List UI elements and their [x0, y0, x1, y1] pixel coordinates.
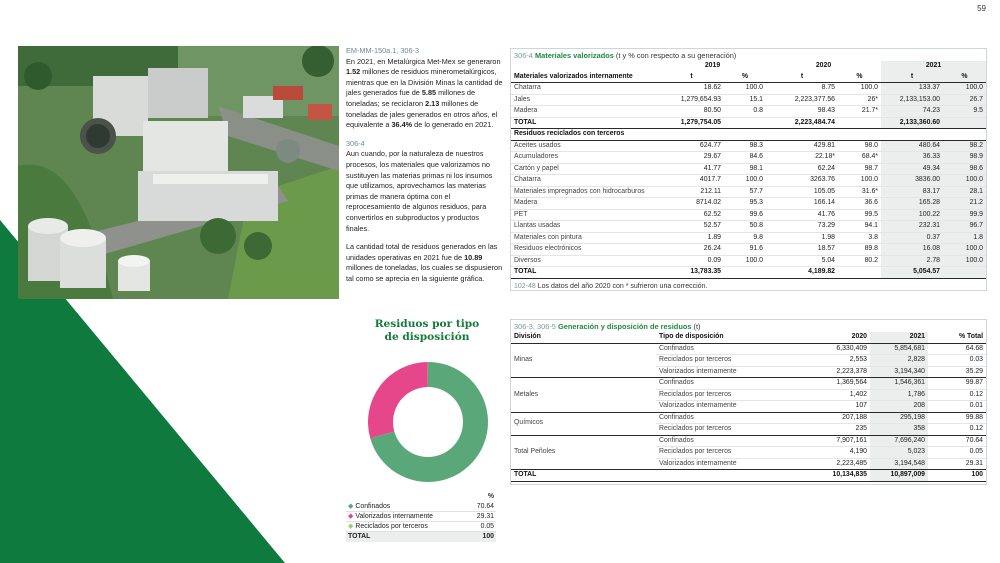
waste-generation-table: [510, 319, 987, 485]
cell: 100.0: [943, 83, 986, 95]
cell: 100.0: [943, 244, 986, 256]
intro-ref-1: EM-MM-150a.1, 306-3: [346, 46, 419, 55]
cell: 208: [870, 401, 928, 413]
cell: 96.7: [943, 221, 986, 233]
cell: 26.24: [659, 244, 724, 256]
cell: 0.05: [928, 447, 986, 459]
cell: 4,190: [808, 447, 870, 459]
cell: [943, 267, 986, 279]
cell: [724, 267, 766, 279]
cell: 0.12: [928, 424, 986, 436]
row-label: Madera: [511, 106, 659, 118]
table2-total-row: [511, 470, 986, 482]
cell: 89.8: [838, 244, 881, 256]
page-number: 59: [977, 4, 986, 13]
cell: 3263.76: [766, 175, 838, 187]
cell: 83.17: [881, 186, 943, 198]
cell: 99.5: [838, 209, 881, 221]
legend-item: [346, 502, 496, 512]
cell: 99.87: [928, 378, 986, 390]
legend-label: Reciclados por terceros: [355, 523, 428, 531]
cell: 57.7: [724, 186, 766, 198]
cell: 4,189.82: [766, 267, 838, 279]
cell: 2,828: [870, 355, 928, 367]
cell: 100.0: [943, 255, 986, 267]
cell: 2,223,485: [808, 458, 870, 470]
cell: 98.0: [838, 140, 881, 152]
cell: 10,134,835: [808, 470, 870, 482]
row-label: PET: [511, 209, 659, 221]
cell: 22.18*: [766, 152, 838, 164]
cell: 98.2: [943, 140, 986, 152]
cell: 358: [870, 424, 928, 436]
plant-aerial-photo: [18, 46, 339, 299]
table-row: [511, 152, 986, 164]
cell: 107: [808, 401, 870, 413]
cell: 10,897,009: [870, 470, 928, 482]
cell: 31.6*: [838, 186, 881, 198]
row-label: Madera: [511, 198, 659, 210]
disposal-type: Confinados: [656, 435, 808, 447]
cell: 80.50: [659, 106, 724, 118]
disposal-donut-chart: [366, 360, 490, 484]
cell: 3,194,340: [870, 366, 928, 378]
row-label: Materiales impregnados con hidrocarburos: [511, 186, 659, 198]
row-label: Cartón y papel: [511, 163, 659, 175]
intro-paragraph-1: En 2021, en Metalúrgica Met-Mex se generaron 1.52 millones de residuos minerometalúrgicos, mientras que en la División Minas la cantidad de jales generados fue de 5.85 millones de toneladas; se reciclaron 2.13 millones de toneladas de jales generados en otros años, el equivalente a 36.4% de lo generado en 2021.: [346, 56, 503, 130]
table1-year-row: [511, 61, 986, 72]
cell: 480.64: [881, 140, 943, 152]
legend-label: Valorizados internamente: [355, 512, 434, 520]
cell: 64.68: [928, 343, 986, 355]
cell: 5,054.57: [881, 267, 943, 279]
legend-value: 70.64: [466, 502, 496, 512]
table2-grid: [511, 332, 986, 482]
row-label: TOTAL: [511, 470, 808, 482]
cell: 16.08: [881, 244, 943, 256]
cell: 41.76: [766, 209, 838, 221]
cell: 100.22: [881, 209, 943, 221]
division-label: Metales: [511, 378, 656, 413]
legend-item: [346, 522, 496, 532]
cell: 1,279,754.05: [659, 117, 724, 129]
cell: 100.0: [838, 175, 881, 187]
cell: 429.81: [766, 140, 838, 152]
cell: 36.33: [881, 152, 943, 164]
cell: 2,133,153.00: [881, 94, 943, 106]
cell: 100.0: [943, 175, 986, 187]
row-label: Chatarra: [511, 175, 659, 187]
cell: 68.4*: [838, 152, 881, 164]
cell: 15.1: [724, 94, 766, 106]
recycled-section-label: Residuos reciclados con terceros: [511, 129, 986, 141]
cell: 235: [808, 424, 870, 436]
cell: 6,330,409: [808, 343, 870, 355]
cell: 295,198: [870, 412, 928, 424]
legend-item: [346, 511, 496, 521]
cell: 73.29: [766, 221, 838, 233]
cell: 5.04: [766, 255, 838, 267]
cell: 2,223,484.74: [766, 117, 838, 129]
cell: 212.11: [659, 186, 724, 198]
cell: 9.8: [724, 232, 766, 244]
cell: 50.8: [724, 221, 766, 233]
cell: 95.3: [724, 198, 766, 210]
table1-header-row: Materiales valorizados internamente t % t % t %: [511, 72, 986, 83]
cell: [943, 117, 986, 129]
cell: 1.89: [659, 232, 724, 244]
cell: 4017.7: [659, 175, 724, 187]
cell: 232.31: [881, 221, 943, 233]
chart-title: Residuos por tipo de disposición: [374, 318, 480, 343]
table-row: [511, 83, 986, 95]
cell: 1,369,564: [808, 378, 870, 390]
division-label: Químicos: [511, 412, 656, 435]
col-label: Materiales valorizados internamente: [511, 72, 659, 83]
chart-legend: % ◆ Confinados 70.64 ◆ Valorizados internamente 29.31 ◆ Reciclados por terceros 0.05 TOTAL 100: [348, 493, 494, 541]
cell: 41.77: [659, 163, 724, 175]
cell: 98.7: [838, 163, 881, 175]
intro-paragraph-2: Aun cuando, por la naturaleza de nuestros procesos, los materiales que valorizamos no sustituyen las materias primas ni los insumos que utilizamos, aprovechamos las materias primas de manera óptima con el reprocesamiento de algunos residuos, para convertirlos en subproductos y productos finales.: [346, 149, 493, 233]
recycled-total-row: [511, 267, 986, 279]
cell: 3.8: [838, 232, 881, 244]
cell: 1,279,654.93: [659, 94, 724, 106]
year-2020: 2020: [815, 62, 832, 70]
row-label: Aceites usados: [511, 140, 659, 152]
table-row: [511, 378, 986, 390]
disposal-type: Valorizados internamente: [656, 458, 808, 470]
disposal-type: Reciclados por terceros: [656, 447, 808, 459]
table-row: [511, 255, 986, 267]
cell: 2,223,377.56: [766, 94, 838, 106]
cell: [724, 117, 766, 129]
cell: 80.2: [838, 255, 881, 267]
cell: 2.78: [881, 255, 943, 267]
cell: 100.0: [724, 83, 766, 95]
cell: 1,786: [870, 389, 928, 401]
disposal-type: Reciclados por terceros: [656, 355, 808, 367]
disposal-type: Reciclados por terceros: [656, 424, 808, 436]
cell: 1,402: [808, 389, 870, 401]
row-label: TOTAL: [511, 267, 659, 279]
cell: 9.5: [943, 106, 986, 118]
row-label: Materiales con pintura: [511, 232, 659, 244]
cell: 1,546,361: [870, 378, 928, 390]
legend-diamond-icon: ◆: [348, 523, 354, 531]
table-row: [511, 106, 986, 118]
table2-header-row: División Tipo de disposición 2020 2021 % Total: [511, 332, 986, 343]
legend-value: 0.05: [466, 522, 496, 532]
disposal-type: Confinados: [656, 378, 808, 390]
cell: 0.01: [928, 401, 986, 413]
cell: 49.34: [881, 163, 943, 175]
table2-title: 306-3, 306-5 Generación y disposición de residuos (t): [514, 322, 701, 331]
row-label: Acumuladores: [511, 152, 659, 164]
year-2021: 2021: [881, 61, 986, 72]
cell: 166.14: [766, 198, 838, 210]
cell: 28.1: [943, 186, 986, 198]
row-label: Residuos electrónicos: [511, 244, 659, 256]
disposal-type: Valorizados internamente: [656, 366, 808, 378]
cell: 3836.00: [881, 175, 943, 187]
disposal-type: Reciclados por terceros: [656, 389, 808, 401]
cell: 133.37: [881, 83, 943, 95]
table1-title: 306-4 Materiales valorizados (t y % con respecto a su generación): [514, 51, 737, 60]
legend-diamond-icon: ◆: [348, 512, 354, 520]
cell: 21.7*: [838, 106, 881, 118]
table1-note: 102-48 Los datos del año 2020 con * sufrieron una corrección.: [514, 282, 708, 290]
cell: 8.75: [766, 83, 838, 95]
cell: 5,854,681: [870, 343, 928, 355]
row-label: Diversos: [511, 255, 659, 267]
cell: 21.2: [943, 198, 986, 210]
intro-ref-2: 306-4: [346, 138, 365, 148]
cell: 91.6: [724, 244, 766, 256]
cell: 207,188: [808, 412, 870, 424]
cell: 29.31: [928, 458, 986, 470]
table-row: [511, 163, 986, 175]
cell: 26.7: [943, 94, 986, 106]
cell: 84.6: [724, 152, 766, 164]
row-label: Llantas usadas: [511, 221, 659, 233]
legend-value: 29.31: [466, 511, 496, 521]
cell: 35.29: [928, 366, 986, 378]
cell: 36.6: [838, 198, 881, 210]
intro-paragraph-3: La cantidad total de residuos generados en las unidades operativas en 2021 fue de 10.89 millones de toneladas, los cuales se dispusieron tal como se aprecia en la siguiente gráfica.: [346, 242, 503, 283]
row-label: Jales: [511, 94, 659, 106]
table-row: [511, 232, 986, 244]
materials-valorized-table: [510, 48, 987, 291]
cell: 98.6: [943, 163, 986, 175]
cell: 18.62: [659, 83, 724, 95]
cell: 100: [928, 470, 986, 482]
cell: 3,194,548: [870, 458, 928, 470]
year-2019: 2019: [704, 62, 721, 70]
cell: 1.98: [766, 232, 838, 244]
legend-label: Confinados: [355, 502, 391, 510]
cell: 99.9: [943, 209, 986, 221]
table-row: [511, 209, 986, 221]
table-row: [511, 140, 986, 152]
cell: 99.88: [928, 412, 986, 424]
row-label: Chatarra: [511, 83, 659, 95]
cell: 8714.02: [659, 198, 724, 210]
table-row: [511, 175, 986, 187]
table-row: [511, 94, 986, 106]
cell: 2,223,378: [808, 366, 870, 378]
cell: 13,783.35: [659, 267, 724, 279]
cell: 98.1: [724, 163, 766, 175]
internal-total-row: [511, 117, 986, 129]
cell: 1.8: [943, 232, 986, 244]
division-label: Minas: [511, 343, 656, 378]
cell: 70.64: [928, 435, 986, 447]
cell: 94.1: [838, 221, 881, 233]
table-row: [511, 186, 986, 198]
cell: 0.37: [881, 232, 943, 244]
cell: 98.43: [766, 106, 838, 118]
disposal-type: Valorizados internamente: [656, 401, 808, 413]
cell: 52.57: [659, 221, 724, 233]
cell: 7,696,240: [870, 435, 928, 447]
cell: 0.12: [928, 389, 986, 401]
cell: 0.03: [928, 355, 986, 367]
table-row: [511, 435, 986, 447]
cell: 62.52: [659, 209, 724, 221]
cell: 100.0: [838, 83, 881, 95]
cell: 18.57: [766, 244, 838, 256]
cell: 29.67: [659, 152, 724, 164]
legend-diamond-icon: ◆: [348, 502, 354, 510]
cell: 5,023: [870, 447, 928, 459]
cell: 624.77: [659, 140, 724, 152]
cell: 98.9: [943, 152, 986, 164]
division-label: Total Peñoles: [511, 435, 656, 470]
cell: 26*: [838, 94, 881, 106]
table-row: [511, 221, 986, 233]
table1-grid: [511, 61, 986, 279]
cell: 165.28: [881, 198, 943, 210]
cell: 99.6: [724, 209, 766, 221]
cell: 2,553: [808, 355, 870, 367]
cell: 2,133,360.60: [881, 117, 943, 129]
disposal-type: Confinados: [656, 412, 808, 424]
legend-total-row: TOTAL 100: [348, 533, 494, 541]
table-row: [511, 198, 986, 210]
table-row: [511, 343, 986, 355]
intro-text: [346, 46, 504, 284]
cell: [838, 267, 881, 279]
cell: 62.24: [766, 163, 838, 175]
cell: 0.09: [659, 255, 724, 267]
table-row: [511, 412, 986, 424]
cell: 100.0: [724, 175, 766, 187]
row-label: TOTAL: [511, 117, 659, 129]
disposal-type: Confinados: [656, 343, 808, 355]
cell: 7,907,161: [808, 435, 870, 447]
cell: 100.0: [724, 255, 766, 267]
cell: 98.3: [724, 140, 766, 152]
table-row: [511, 244, 986, 256]
cell: 74.23: [881, 106, 943, 118]
cell: [838, 117, 881, 129]
cell: 105.05: [766, 186, 838, 198]
cell: 0.8: [724, 106, 766, 118]
